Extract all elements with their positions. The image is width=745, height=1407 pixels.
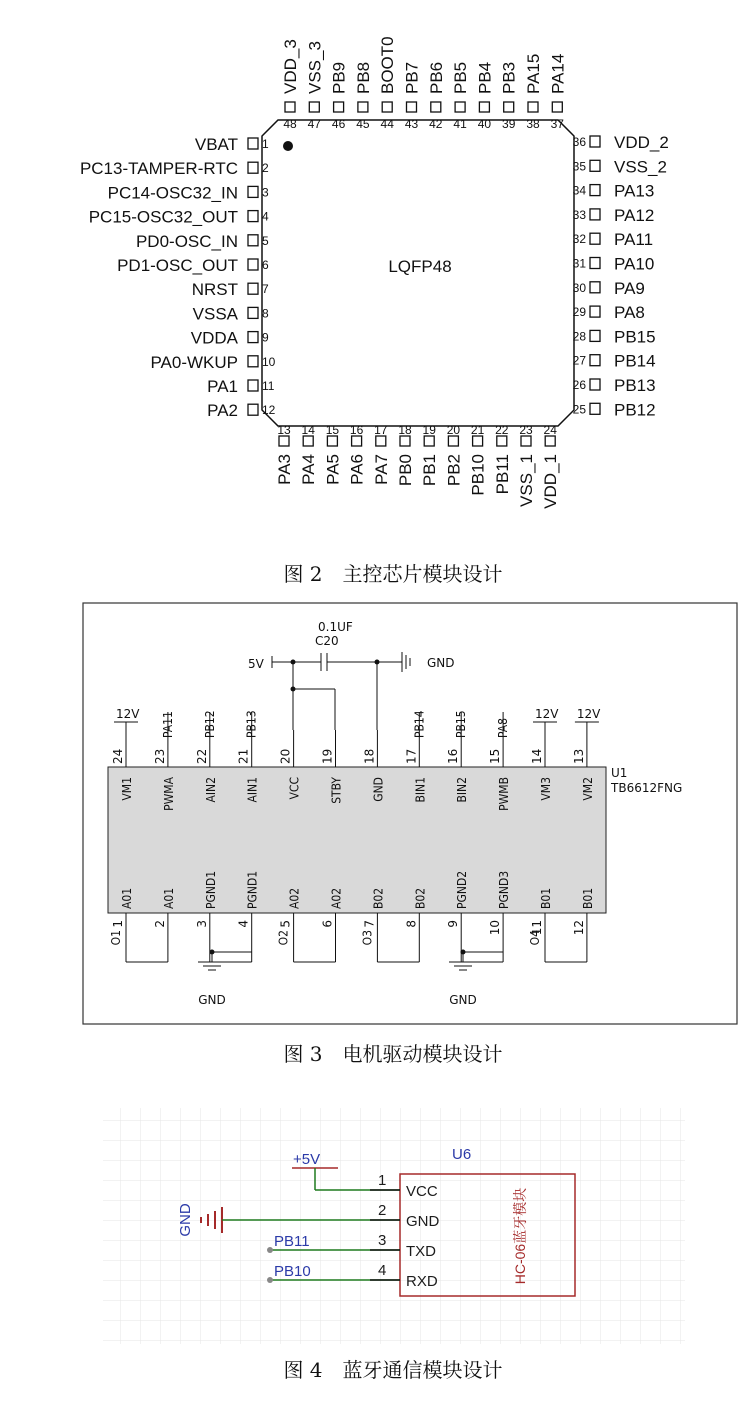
pin-pad bbox=[248, 332, 258, 343]
pin-number: 15 bbox=[488, 748, 503, 764]
net-label: 12V bbox=[535, 707, 559, 721]
tb6612-body bbox=[108, 767, 606, 913]
net-label: PA8 bbox=[496, 718, 511, 738]
pin-number: 9 bbox=[446, 920, 461, 928]
pin-label: PB6 bbox=[426, 61, 446, 94]
pin-number: 25 bbox=[572, 402, 586, 417]
net-label: 12V bbox=[116, 707, 140, 721]
pin-pad bbox=[279, 436, 289, 446]
pin-function: PGND1 bbox=[203, 870, 218, 909]
pin-number: 11 bbox=[530, 920, 544, 936]
pin-pad bbox=[248, 162, 258, 173]
pin-pad bbox=[497, 436, 507, 446]
pin-label: VDD_1 bbox=[541, 454, 561, 509]
pin-number: 8 bbox=[262, 306, 269, 321]
net-dot-rxd bbox=[267, 1277, 273, 1283]
pin-pad bbox=[455, 102, 465, 112]
pin-number: 38 bbox=[526, 117, 540, 131]
pin-label: PA14 bbox=[548, 53, 568, 94]
pin-pad bbox=[479, 102, 489, 112]
pin-label: PB8 bbox=[353, 61, 373, 94]
pin-pad bbox=[590, 160, 600, 171]
pin-number: 9 bbox=[262, 330, 269, 345]
pin-number: 16 bbox=[349, 423, 364, 437]
pin-number: 10 bbox=[262, 354, 276, 369]
pin-pad bbox=[431, 102, 441, 112]
pin-label: VDDA bbox=[190, 328, 238, 348]
net-label: PB10 bbox=[274, 1263, 311, 1280]
pin-name: TXD bbox=[406, 1243, 436, 1260]
pin-label: PA9 bbox=[614, 278, 645, 298]
pin-pad bbox=[248, 380, 258, 391]
pin-pad bbox=[473, 436, 483, 446]
pin-number: 19 bbox=[320, 748, 335, 764]
pin-label: PA5 bbox=[323, 454, 343, 485]
pin-label: VSS_2 bbox=[614, 157, 667, 177]
u1-part: TB6612FNG bbox=[611, 781, 683, 795]
pin-number: 4 bbox=[236, 920, 251, 928]
pin-pad bbox=[327, 436, 337, 446]
pin-label: PB1 bbox=[420, 454, 440, 487]
pin-label: PA7 bbox=[371, 454, 391, 485]
pin-number: 17 bbox=[404, 748, 419, 764]
pin-number: 32 bbox=[572, 232, 586, 247]
pin-pad bbox=[590, 233, 600, 244]
pin-pad bbox=[248, 307, 258, 318]
pin-number: 21 bbox=[470, 423, 485, 437]
net-label: PB14 bbox=[412, 710, 427, 738]
figure-3-caption: 图 3 电机驱动模块设计 bbox=[283, 1042, 503, 1066]
pin-pad bbox=[248, 211, 258, 222]
pin-label: PA4 bbox=[299, 454, 319, 485]
pin-label: PA0-WKUP bbox=[150, 352, 238, 372]
pin-function: PWMB bbox=[497, 777, 512, 811]
pin-number: 1 bbox=[111, 920, 125, 928]
pin-number: 34 bbox=[572, 183, 586, 198]
pin-pad bbox=[590, 306, 600, 317]
pin-pad bbox=[552, 102, 562, 112]
net-label: O2 bbox=[276, 930, 291, 946]
pin-label: PD0-OSC_IN bbox=[135, 231, 238, 251]
pin-label: PB13 bbox=[614, 376, 656, 395]
figure-3-motor-driver bbox=[83, 603, 737, 1066]
pin-label: PA11 bbox=[614, 230, 654, 250]
net-label: O1 bbox=[109, 930, 123, 946]
net-label: PB13 bbox=[244, 710, 259, 738]
net-label: O4 bbox=[528, 930, 542, 946]
pin-label: PB10 bbox=[468, 454, 488, 496]
pin-function: A02 bbox=[287, 887, 302, 909]
figure-2-caption: 图 2 主控芯片模块设计 bbox=[283, 562, 503, 586]
pin-label: PC14-OSC32_IN bbox=[107, 183, 238, 203]
pin-number: 17 bbox=[374, 423, 388, 437]
pin-number: 18 bbox=[362, 748, 377, 764]
figure-4-caption: 图 4 蓝牙通信模块设计 bbox=[283, 1358, 503, 1382]
pin-name: GND bbox=[406, 1213, 440, 1230]
pin-pad bbox=[448, 436, 458, 446]
pin-number: 12 bbox=[262, 403, 276, 418]
pin-label: PB11 bbox=[492, 454, 512, 495]
net-label: PB11 bbox=[274, 1233, 310, 1250]
pin-pad bbox=[334, 102, 344, 112]
pin-function: B02 bbox=[371, 887, 386, 909]
pin-number: 29 bbox=[572, 305, 586, 320]
pin-number: 11 bbox=[262, 379, 275, 393]
pin-number: 15 bbox=[325, 423, 340, 437]
pin-function: B01 bbox=[580, 887, 595, 909]
pin-pad bbox=[309, 102, 319, 112]
u1-ref: U1 bbox=[611, 766, 628, 780]
pin-label: PA6 bbox=[347, 454, 367, 485]
pin-function: STBY bbox=[329, 777, 344, 804]
pin-label: PA15 bbox=[524, 53, 543, 94]
pin-pad bbox=[303, 436, 313, 446]
cap-ref: C20 bbox=[315, 634, 339, 648]
pin-label: VSS_1 bbox=[517, 454, 536, 507]
pin-label: VBAT bbox=[194, 135, 238, 154]
pin-label: PB5 bbox=[451, 61, 471, 94]
pin-function: A02 bbox=[329, 887, 344, 909]
pin-number: 14 bbox=[530, 748, 544, 764]
pin-label: PD1-OSC_OUT bbox=[117, 256, 238, 275]
pin-label: PB2 bbox=[444, 454, 464, 487]
pin-pad bbox=[382, 102, 392, 112]
pin-number: 43 bbox=[404, 117, 419, 131]
pin1-marker bbox=[283, 141, 293, 151]
net-label: 12V bbox=[576, 707, 601, 721]
pin-number: 20 bbox=[278, 748, 293, 764]
module-name: HC-06蓝牙模块 bbox=[512, 1187, 528, 1285]
pin-function: B02 bbox=[413, 887, 428, 909]
pin-number: 18 bbox=[398, 423, 412, 437]
pin-number: 1 bbox=[262, 137, 269, 151]
gnd-label: GND bbox=[177, 1203, 194, 1237]
pin-number: 5 bbox=[278, 920, 293, 928]
pin-function: VCC bbox=[287, 777, 302, 800]
pin-pad bbox=[248, 186, 258, 197]
pin-number: 41 bbox=[453, 117, 467, 131]
pin-number: 36 bbox=[572, 135, 586, 149]
pin-number: 13 bbox=[277, 423, 291, 437]
supply-plus5v: +5V bbox=[293, 1151, 321, 1168]
net-label: O3 bbox=[360, 930, 375, 946]
pin-number: 33 bbox=[572, 207, 586, 222]
pin-function: GND bbox=[371, 777, 386, 802]
pin-number: 22 bbox=[194, 748, 209, 764]
pin-name: VCC bbox=[406, 1183, 438, 1200]
pin-pad bbox=[248, 138, 258, 149]
pin-function: A01 bbox=[120, 887, 134, 909]
gnd-label-right: GND bbox=[449, 993, 477, 1007]
pin-pad bbox=[248, 235, 258, 246]
pin-pad bbox=[590, 136, 600, 147]
pin-number: 3 bbox=[262, 185, 269, 200]
pin-label: PA12 bbox=[614, 205, 655, 225]
pin-label: PB15 bbox=[614, 327, 656, 347]
pin-number: 2 bbox=[378, 1202, 387, 1219]
pin-number: 23 bbox=[519, 423, 533, 437]
pin-label: PA13 bbox=[614, 181, 655, 201]
pin-number: 2 bbox=[262, 161, 269, 176]
pin-label: PC15-OSC32_OUT bbox=[88, 207, 238, 227]
net-label: PB12 bbox=[202, 710, 217, 738]
pin-pad bbox=[248, 283, 258, 294]
pin-label: PA3 bbox=[275, 454, 294, 485]
pin-pad bbox=[590, 355, 600, 366]
pin-label: VDD_3 bbox=[281, 39, 300, 94]
pin-number: 47 bbox=[307, 117, 321, 131]
pin-pad bbox=[528, 102, 538, 112]
cap-value: 0.1UF bbox=[318, 620, 353, 634]
pin-number: 31 bbox=[572, 256, 586, 271]
pin-label: PA2 bbox=[207, 401, 238, 421]
pin-label: BOOT0 bbox=[378, 36, 398, 94]
pin-pad bbox=[545, 436, 555, 446]
pin-number: 14 bbox=[301, 423, 315, 437]
pin-pad bbox=[376, 436, 386, 446]
pin-function: PGND2 bbox=[455, 870, 470, 909]
pin-number: 46 bbox=[331, 117, 346, 131]
pin-label: VDD_2 bbox=[614, 133, 669, 152]
pin-pad bbox=[590, 258, 600, 269]
pin-number: 21 bbox=[236, 748, 251, 764]
pin-pad bbox=[590, 379, 600, 390]
pin-function: VM2 bbox=[580, 777, 595, 801]
gnd-label-top: GND bbox=[427, 656, 455, 670]
pin-number: 23 bbox=[152, 748, 167, 764]
pin-number: 24 bbox=[543, 423, 557, 437]
pin-number: 6 bbox=[320, 920, 335, 928]
figure-4-bluetooth bbox=[103, 1108, 685, 1382]
pin-number: 4 bbox=[378, 1262, 387, 1279]
pin-number: 30 bbox=[572, 280, 586, 295]
pin-pad bbox=[504, 102, 514, 112]
pin-number: 20 bbox=[446, 423, 461, 437]
pin-number: 7 bbox=[262, 282, 269, 297]
pin-function: BIN2 bbox=[455, 777, 470, 803]
pin-number: 35 bbox=[572, 159, 586, 174]
pin-number: 22 bbox=[495, 423, 509, 437]
pin-label: PB7 bbox=[402, 61, 422, 94]
pin-function: B01 bbox=[539, 887, 553, 909]
pin-number: 4 bbox=[262, 209, 269, 224]
pin-pad bbox=[248, 356, 258, 367]
pin-label: PB12 bbox=[614, 400, 656, 420]
pin-number: 19 bbox=[422, 423, 436, 437]
pin-number: 5 bbox=[262, 233, 269, 248]
pin-pad bbox=[590, 185, 600, 196]
pin-label: PB9 bbox=[329, 61, 349, 94]
gnd-label-left: GND bbox=[198, 993, 226, 1007]
pin-label: PB0 bbox=[396, 454, 415, 487]
pin-pad bbox=[285, 102, 295, 112]
supply-5v: 5V bbox=[248, 657, 264, 671]
pin-number: 28 bbox=[572, 329, 586, 344]
pin-number: 24 bbox=[111, 748, 125, 764]
pin-number: 27 bbox=[572, 353, 586, 368]
pin-pad bbox=[521, 436, 531, 446]
pin-function: PWMA bbox=[161, 777, 176, 811]
pin-number: 37 bbox=[550, 117, 564, 131]
pin-number: 3 bbox=[194, 920, 209, 928]
pin-number: 39 bbox=[502, 117, 516, 131]
pin-label: PA1 bbox=[207, 377, 238, 396]
pin-number: 44 bbox=[380, 117, 394, 131]
pin-name: RXD bbox=[406, 1273, 438, 1290]
figure-2-mcu bbox=[80, 36, 669, 586]
pin-pad bbox=[590, 282, 600, 293]
pin-pad bbox=[352, 436, 362, 446]
pin-number: 3 bbox=[378, 1232, 387, 1249]
pin-number: 12 bbox=[571, 920, 586, 936]
pin-label: PA8 bbox=[614, 303, 645, 323]
pin-number: 8 bbox=[404, 920, 419, 928]
pin-number: 45 bbox=[356, 117, 370, 131]
pin-function: AIN1 bbox=[245, 777, 260, 803]
pin-number: 40 bbox=[477, 117, 492, 131]
pin-number: 1 bbox=[378, 1172, 387, 1189]
pin-number: 6 bbox=[262, 258, 269, 272]
pin-function: BIN1 bbox=[413, 777, 428, 803]
pin-pad bbox=[590, 403, 600, 414]
pin-pad bbox=[358, 102, 368, 112]
pin-pad bbox=[590, 330, 600, 341]
pin-function: PGND3 bbox=[497, 870, 512, 909]
pin-label: PC13-TAMPER-RTC bbox=[79, 159, 238, 179]
pin-label: PB4 bbox=[475, 61, 495, 94]
pin-pad bbox=[407, 102, 417, 112]
pin-pad bbox=[248, 259, 258, 270]
u6-ref: U6 bbox=[452, 1146, 472, 1163]
pin-number: 2 bbox=[152, 920, 167, 928]
pin-label: VSS_3 bbox=[305, 41, 325, 94]
pin-number: 16 bbox=[446, 748, 461, 764]
pin-number: 42 bbox=[429, 117, 443, 131]
net-label: PA11 bbox=[160, 711, 175, 738]
pin-pad bbox=[248, 404, 258, 415]
pin-number: 26 bbox=[572, 378, 586, 392]
net-dot-txd bbox=[267, 1247, 273, 1253]
pin-pad bbox=[424, 436, 434, 446]
pin-function: VM1 bbox=[120, 777, 134, 801]
pin-function: VM3 bbox=[539, 777, 553, 801]
net-label: PB15 bbox=[454, 710, 469, 738]
pin-function: AIN2 bbox=[203, 777, 218, 803]
pin-number: 10 bbox=[488, 920, 503, 936]
pin-label: VSSA bbox=[192, 304, 238, 324]
pin-pad bbox=[590, 209, 600, 220]
pin-label: PB3 bbox=[499, 61, 519, 94]
pin-number: 13 bbox=[571, 748, 586, 764]
pin-label: PB14 bbox=[614, 351, 656, 371]
pin-label: PA10 bbox=[614, 254, 655, 274]
pin-number: 7 bbox=[362, 920, 377, 928]
pin-number: 48 bbox=[283, 117, 297, 131]
chip-name: LQFP48 bbox=[388, 257, 452, 276]
pin-function: A01 bbox=[161, 887, 176, 909]
pin-function: PGND1 bbox=[245, 870, 260, 909]
pin-pad bbox=[400, 436, 410, 446]
pin-label: NRST bbox=[191, 280, 238, 300]
